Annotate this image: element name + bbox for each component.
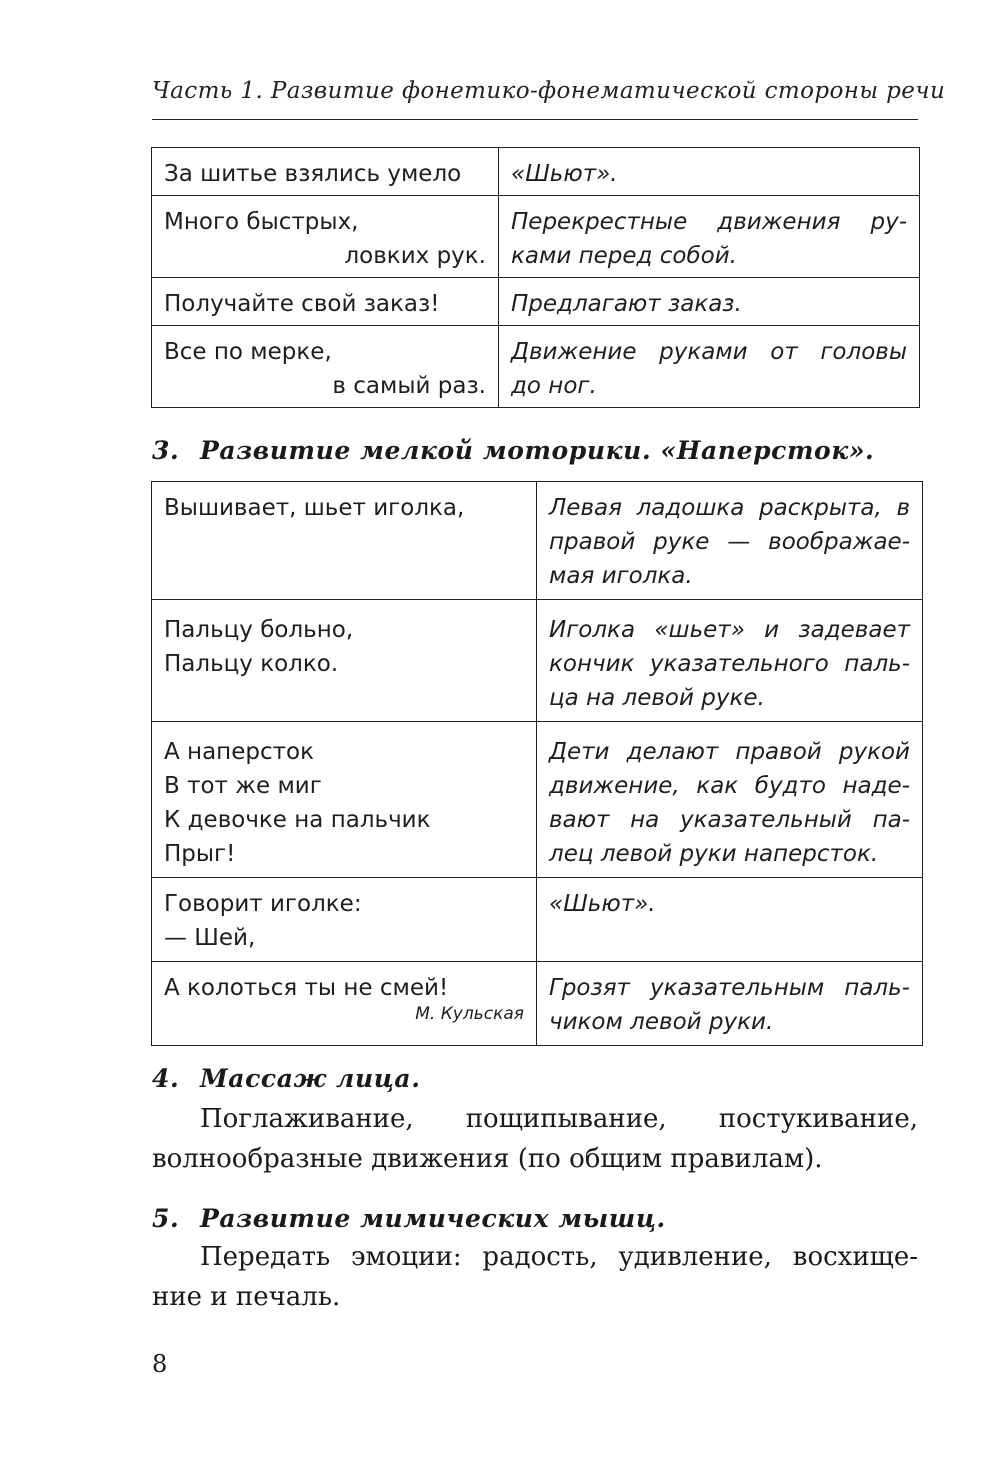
table-row [152, 600, 923, 722]
table-row [152, 482, 923, 600]
verse-line: Много быстрых, [164, 209, 359, 235]
action-line: лец левой руки наперсток. [549, 841, 879, 867]
verse-cell [152, 482, 537, 600]
section-4-heading [152, 1064, 421, 1093]
action-line: мая иголка. [549, 563, 693, 589]
action-line: Перекрестные движения ру- [511, 209, 907, 235]
verse-table-2 [151, 481, 923, 1046]
action-cell [499, 148, 920, 196]
section-title: Развитие мимических мышц. [200, 1204, 666, 1233]
section-3-heading [152, 436, 874, 465]
action-cell [537, 878, 923, 962]
verse-cell [152, 600, 537, 722]
action-line: Движение руками от головы [511, 339, 907, 365]
table-row [152, 196, 920, 278]
table-row [152, 878, 923, 962]
author-attribution: М. Кульская [415, 1004, 524, 1024]
verse-cell [152, 196, 499, 278]
table-row [152, 148, 920, 196]
verse-cell [152, 722, 537, 878]
verse-line: За шитье взялись умело [164, 161, 462, 187]
section-title: Массаж лица. [200, 1064, 421, 1093]
verse-line: Пальцу колко. [164, 651, 339, 677]
action-line: Иголка «шьет» и задевает [549, 617, 910, 643]
action-line: Дети делают правой рукой [549, 739, 910, 765]
body-line: волнообразные движения (по общим правилам). [152, 1144, 823, 1174]
verse-line: Пальцу больно, [164, 617, 354, 643]
verse-table-1 [151, 147, 920, 408]
action-line: кончик указательного паль- [549, 651, 910, 677]
verse-line: А колоться ты не смей! [164, 975, 449, 1001]
verse-line: Получайте свой заказ! [164, 291, 440, 317]
action-line: до ног. [511, 373, 597, 399]
header-rule [152, 119, 918, 120]
action-cell [499, 326, 920, 408]
section-4-body [152, 1099, 918, 1179]
action-line: движение, как будто наде- [549, 773, 910, 799]
action-line: «Шьют». [549, 891, 656, 917]
action-line: вают на указательный па- [549, 807, 910, 833]
action-line: правой руке — воображае- [549, 529, 910, 555]
action-cell [537, 482, 923, 600]
body-line: Поглаживание, пощипывание, постукивание, [200, 1104, 918, 1134]
action-line: Грозят указательным паль- [549, 975, 910, 1001]
body-line: ние и печаль. [152, 1282, 341, 1312]
verse-line: А наперсток [164, 739, 314, 765]
action-line: Предлагают заказ. [511, 291, 742, 317]
section-title: Развитие мелкой моторики. «Наперсток». [200, 436, 875, 465]
verse-line: ловких рук. [344, 243, 486, 269]
section-5-body [152, 1237, 918, 1317]
verse-line: Прыг! [164, 841, 236, 867]
table-row [152, 962, 923, 1046]
running-header: Часть 1. Развитие фонетико-фонематической стороны речи [152, 78, 946, 104]
action-line: чиком левой руки. [549, 1009, 774, 1035]
verse-cell [152, 962, 537, 1046]
verse-line: В тот же миг [164, 773, 322, 799]
section-number: 5. [152, 1204, 180, 1233]
action-cell [537, 722, 923, 878]
action-line: «Шьют». [511, 161, 618, 187]
table-row [152, 722, 923, 878]
action-line: ца на левой руке. [549, 685, 765, 711]
action-cell [499, 196, 920, 278]
verse-cell [152, 148, 499, 196]
body-line: Передать эмоции: радость, удивление, восхище- [200, 1242, 918, 1272]
action-cell [499, 278, 920, 326]
verse-cell [152, 326, 499, 408]
table-row [152, 326, 920, 408]
section-number: 4. [152, 1064, 180, 1093]
verse-line: — Шей, [164, 925, 256, 951]
action-cell [537, 600, 923, 722]
verse-line: Все по мерке, [164, 339, 332, 365]
table-row [152, 278, 920, 326]
action-line: ками перед собой. [511, 243, 737, 269]
verse-cell [152, 278, 499, 326]
action-cell [537, 962, 923, 1046]
verse-line: Вышивает, шьет иголка, [164, 495, 465, 521]
section-number: 3. [152, 436, 180, 465]
page-number: 8 [152, 1350, 168, 1378]
section-5-heading [152, 1204, 666, 1233]
verse-cell [152, 878, 537, 962]
action-line: Левая ладошка раскрыта, в [549, 495, 910, 521]
verse-line: Говорит иголке: [164, 891, 362, 917]
verse-line: в самый раз. [332, 373, 486, 399]
verse-line: К девочке на пальчик [164, 807, 431, 833]
